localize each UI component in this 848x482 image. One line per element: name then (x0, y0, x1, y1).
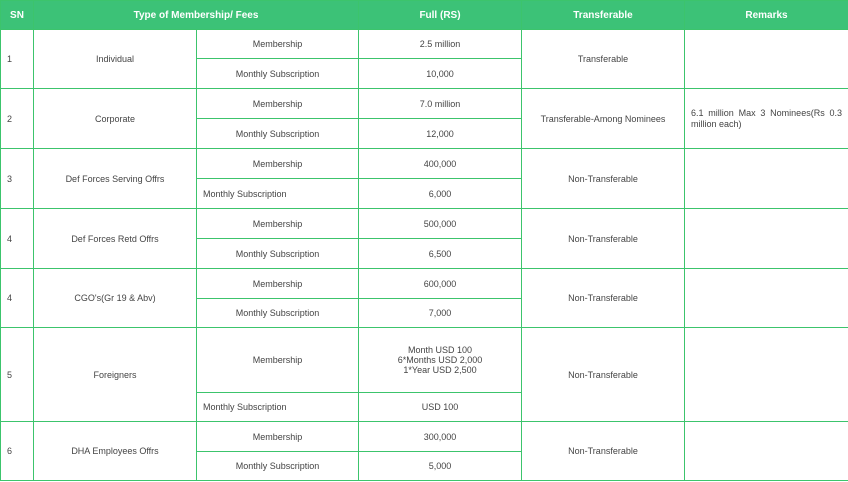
membership-label-cell: Membership (197, 269, 359, 299)
remarks-cell (685, 30, 848, 89)
transferable-cell: Non-Transferable (522, 422, 685, 481)
membership-type-cell: Foreigners (34, 328, 197, 422)
subscription-label-cell: Monthly Subscription (197, 119, 359, 149)
sn-cell: 4 (1, 269, 34, 328)
subscription-fee-cell: 6,500 (359, 239, 522, 269)
subscription-label-cell: Monthly Subscription (197, 299, 359, 328)
column-header-remarks: Remarks (685, 1, 848, 30)
fee-line-six-months: 6*Months USD 2,000 (397, 355, 483, 365)
membership-type-cell: CGO's(Gr 19 & Abv) (34, 269, 197, 328)
subscription-fee-cell: 7,000 (359, 299, 522, 328)
sn-cell: 3 (1, 149, 34, 209)
sn-cell: 1 (1, 30, 34, 89)
membership-type-cell: Corporate (34, 89, 197, 149)
table-row (1, 30, 848, 59)
subscription-fee-cell: USD 100 (359, 393, 522, 422)
fee-line-month: Month USD 100 (407, 345, 473, 355)
subscription-fee-cell: 12,000 (359, 119, 522, 149)
transferable-cell: Non-Transferable (522, 328, 685, 422)
table-header-row (1, 1, 848, 30)
sn-cell: 6 (1, 422, 34, 481)
sn-cell: 4 (1, 209, 34, 269)
fee-line-year: 1*Year USD 2,500 (403, 365, 477, 375)
subscription-label-cell: Monthly Subscription (197, 59, 359, 89)
membership-label-cell: Membership (197, 328, 359, 393)
transferable-cell: Non-Transferable (522, 209, 685, 269)
transferable-cell: Transferable-Among Nominees (522, 89, 685, 149)
column-header-full: Full (RS) (359, 1, 522, 30)
column-header-sn: SN (1, 1, 34, 30)
remarks-cell (685, 328, 848, 422)
subscription-label-cell: Monthly Subscription (197, 179, 359, 209)
membership-label-cell: Membership (197, 422, 359, 452)
membership-fee-cell (359, 328, 522, 393)
remarks-cell (685, 209, 848, 269)
column-header-transferable: Transferable (522, 1, 685, 30)
subscription-fee-cell: 5,000 (359, 452, 522, 481)
membership-type-cell: DHA Employees Offrs (34, 422, 197, 481)
membership-fee-cell: 300,000 (359, 422, 522, 452)
membership-fee-cell: 400,000 (359, 149, 522, 179)
membership-type-cell: Individual (34, 30, 197, 89)
membership-fee-cell: 600,000 (359, 269, 522, 299)
transferable-cell: Non-Transferable (522, 149, 685, 209)
subscription-label-cell: Monthly Subscription (197, 393, 359, 422)
membership-label-cell: Membership (197, 149, 359, 179)
transferable-cell: Non-Transferable (522, 269, 685, 328)
table-row (1, 209, 848, 239)
table-row (1, 89, 848, 119)
remarks-cell (685, 269, 848, 328)
subscription-fee-cell: 10,000 (359, 59, 522, 89)
membership-fee-cell: 7.0 million (359, 89, 522, 119)
sn-cell: 5 (1, 328, 34, 422)
subscription-fee-cell: 6,000 (359, 179, 522, 209)
remarks-cell (685, 149, 848, 209)
membership-fee-cell: 500,000 (359, 209, 522, 239)
column-header-type: Type of Membership/ Fees (34, 1, 359, 30)
membership-type-cell: Def Forces Retd Offrs (34, 209, 197, 269)
table-row (1, 328, 848, 393)
subscription-label-cell: Monthly Subscription (197, 452, 359, 481)
sn-cell: 2 (1, 89, 34, 149)
remarks-cell: 6.1 million Max 3 Nominees(Rs 0.3 million each) (685, 89, 848, 149)
table-row (1, 149, 848, 179)
transferable-cell: Transferable (522, 30, 685, 89)
membership-label-cell: Membership (197, 209, 359, 239)
membership-type-cell: Def Forces Serving Offrs (34, 149, 197, 209)
membership-label-cell: Membership (197, 89, 359, 119)
subscription-label-cell: Monthly Subscription (197, 239, 359, 269)
membership-label-cell: Membership (197, 30, 359, 59)
remarks-cell (685, 422, 848, 481)
table-row (1, 422, 848, 452)
membership-fee-cell: 2.5 million (359, 30, 522, 59)
table-row (1, 269, 848, 299)
